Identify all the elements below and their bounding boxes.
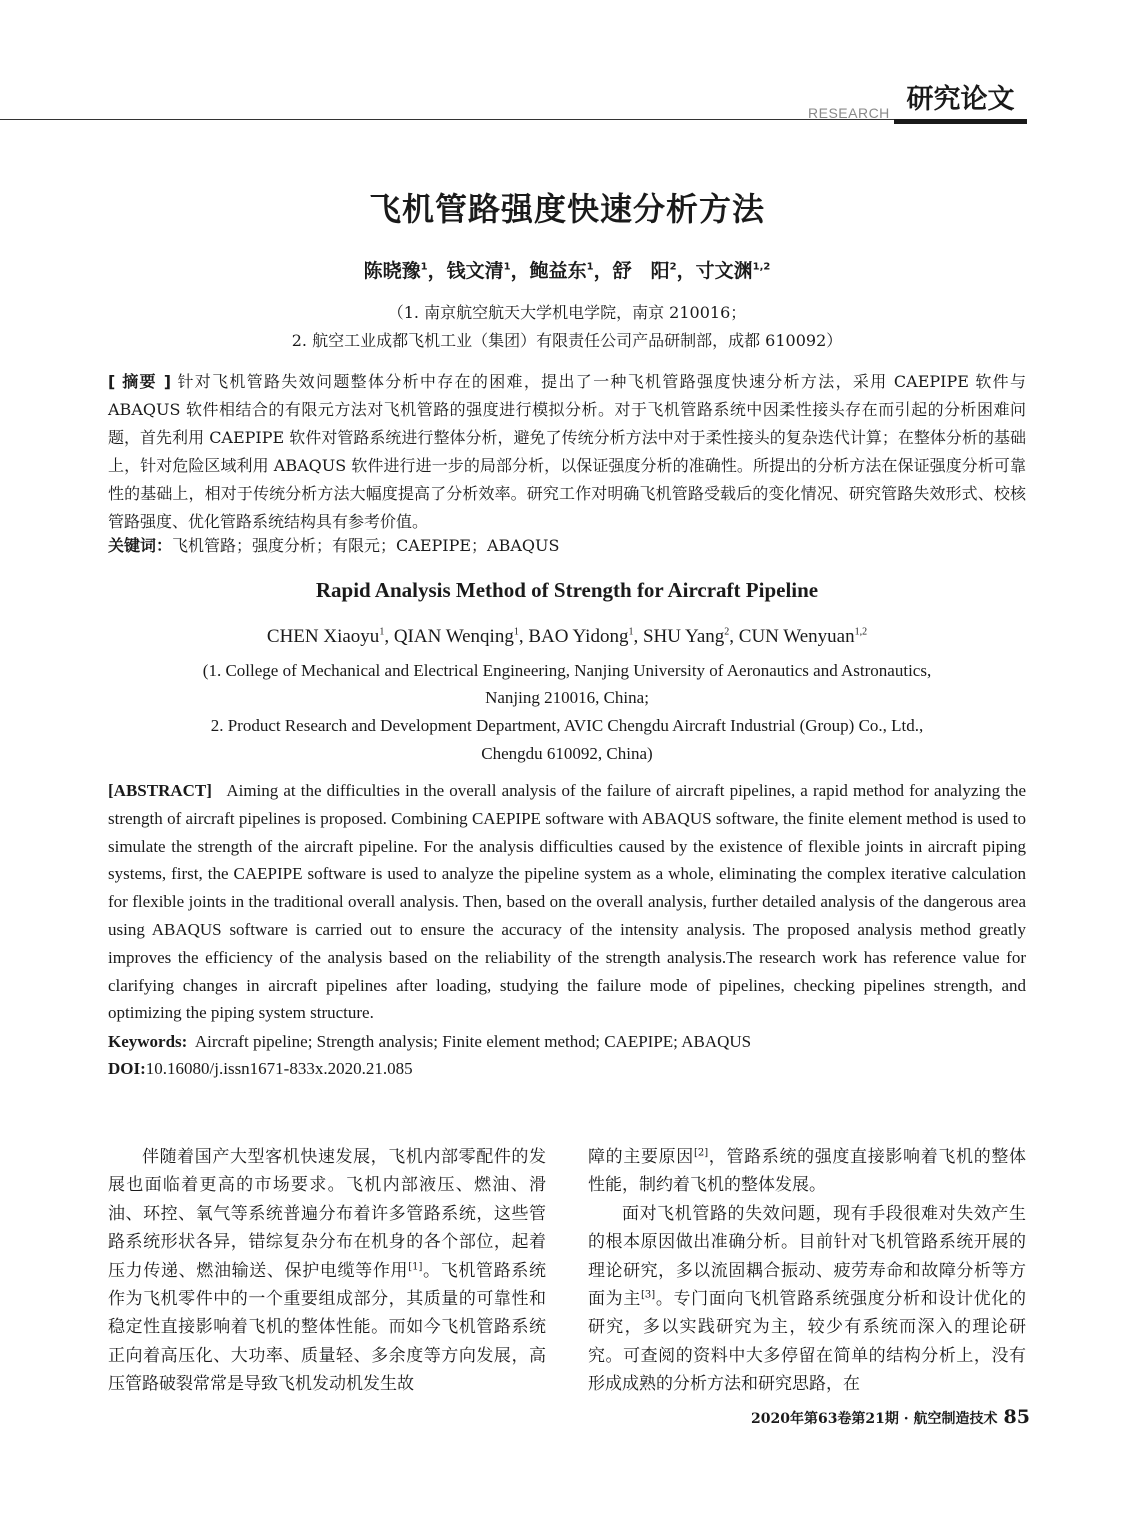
abstract-label-cn: [ 摘要 ] (108, 372, 172, 391)
keywords-label-cn: 关键词： (108, 536, 173, 555)
body-paragraph (108, 1143, 546, 1399)
author-name: 舒 阳 (612, 260, 670, 282)
journal-issue: 2020年第63卷第21期 · 航空制造技术 (750, 1411, 998, 1427)
abstract-text-en: Aiming at the difficulties in the overall analysis of the failure of aircraft pipelines, a rapid method for analyzing the strength of aircraft pipelines is proposed. Combining CAEPIPE software with ABAQUS software, the finite element method is used to simulate the strength of the aircraft pipeline. For the analysis difficulties caused by the existence of flexible joints in aircraft piping systems, first, the CAEPIPE software is used to analyze the pipeline system as a whole, eliminating the complex iterative calculation for flexible joints in the traditional overall analysis. Then, based on the overall analysis, further detailed analysis of the dangerous area using ABAQUS software is carried out to ensure the accuracy of the intensity analysis. The proposed analysis method greatly improves the efficiency of the analysis based on the reliability of the strength analysis.The research work has reference value for clarifying changes in aircraft pipelines after loading, studying the failure mode of pipelines, checking pipelines strength, and optimizing the piping system structure. (108, 781, 1027, 1023)
author-affiliation: 1 (586, 261, 594, 273)
doi (108, 1057, 1026, 1081)
body-text: 面对飞机管路的失效问题，现有手段很难对失效产生的根本原因做出准确分析。目前针对飞机管路系统开展的理论研究，多以流固耦合振动、疲劳寿命和故障分析等方面为主 (588, 1203, 1026, 1310)
body-column-right (588, 1143, 1026, 1399)
keywords-text-cn: 飞机管路；强度分析；有限元；CAEPIPE；ABAQUS (172, 536, 560, 555)
body-column-left (108, 1143, 546, 1399)
author-affiliation: 1 (420, 261, 428, 273)
paper-title-en: Rapid Analysis Method of Strength for Aircraft Pipeline (315, 578, 819, 602)
author-list-cn: 陈晓豫$^1$，钱文清$^1$，鲍益东$^1$，舒 阳$^2$，寸文渊$^{1,2}$ (363, 260, 771, 282)
citation-ref: [1] (408, 1260, 423, 1272)
section-label-cn: 研究论文 (894, 80, 1027, 124)
author-name: 钱文清 (446, 260, 504, 282)
author-name: 陈晓豫 (363, 260, 421, 282)
abstract-cn (108, 368, 1026, 536)
author-affiliation: 1 (513, 626, 519, 638)
keywords-en (108, 1030, 1026, 1054)
body-paragraph (588, 1143, 1026, 1200)
citation-ref: [2] (693, 1147, 709, 1159)
author-affiliation: 2 (669, 261, 677, 273)
keywords-text-en: Aircraft pipeline; Strength analysis; Finite element method; CAEPIPE; ABAQUS (194, 1032, 752, 1051)
affiliation-cn: 2. 航空工业成都飞机工业（集团）有限责任公司产品研制部，成都 610092） (291, 331, 843, 350)
author-list-en: CHEN Xiaoyu$^1$, QIAN Wenqing$^1$, BAO Yidong$^1$, SHU Yang$^2$, CUN Wenyuan$^{1,2}$ (266, 626, 868, 647)
body-text: 。专门面向飞机管路系统强度分析和设计优化的研究，多以实践研究为主，较少有系统而深入的理论研究。可查阅的资料中大多停留在简单的结构分析上，没有形成成熟的分析方法和研究思路，在 (588, 1289, 1027, 1395)
author-affiliation: 1,2 (752, 261, 771, 273)
abstract-label-en: [ABSTRACT] (108, 781, 212, 800)
body-text: 障的主要原因 (588, 1147, 694, 1167)
author-affiliation: 1,2 (854, 626, 868, 638)
body-text: ，管路系统的强度直接影响着飞机的整体性能，制约着飞机的整体发展。 (588, 1147, 1027, 1196)
abstract-text-cn: 针对飞机管路失效问题整体分析中存在的困难，提出了一种飞机管路强度快速分析方法，采用 CAEPIPE 软件与 ABAQUS 软件相结合的有限元方法对飞机管路的强度进行模拟分析。对于飞机管路系统中因柔性接头存在而引起的分析困难问题，首先利用 CAEPIPE 软件对管路系统进行整体分析，避免了传统分析方法中对于柔性接头的复杂迭代计算；在整体分析的基础上，针对危险区域利用 ABAQUS 软件进行进一步的局部分析，以保证强度分析的准确性。所提出的分析方法在保证强度分析可靠性的基础上，相对于传统分析方法大幅度提高了分析效率。研究工作对明确飞机管路受载后的变化情况、研究管路失效形式、校核管路强度、优化管路系统结构具有参考价值。 (108, 372, 1026, 531)
body-paragraph (588, 1200, 1026, 1399)
author-name: QIAN Wenqing (393, 626, 514, 647)
page-footer (720, 1406, 1030, 1428)
affiliation-en: 2. Product Research and Development Department, AVIC Chengdu Aircraft Industrial (Group) Co., Ltd., (210, 716, 924, 735)
affiliation-en: Nanjing 210016, China; (485, 688, 649, 707)
doi-value: 10.16080/j.issn1671-833x.2020.21.085 (145, 1059, 413, 1078)
author-affiliation: 1 (379, 626, 385, 638)
author-name: BAO Yidong (528, 626, 629, 647)
affiliation-cn: （1. 南京航空航天大学机电学院，南京 210016； (387, 303, 747, 322)
keywords-cn (108, 534, 1026, 558)
doi-label: DOI: (108, 1059, 146, 1078)
affiliation-en: Chengdu 610092, China) (481, 744, 653, 763)
body-text: 。飞机管路系统作为飞机零件中的一个重要组成部分，其质量的可靠性和稳定性直接影响着飞机的整体性能。而如今飞机管路系统正向着高压化、大功率、质量轻、多余度等方向发展，高压管路破裂常常是导致飞机发动机发生故 (108, 1260, 547, 1395)
author-name: CUN Wenyuan (738, 626, 855, 647)
abstract-en (108, 777, 1026, 1027)
body-text: 伴随着国产大型客机快速发展，飞机内部零配件的发展也面临着更高的市场要求。飞机内部液压、燃油、滑油、环控、氧气等系统普遍分布着许多管路系统，这些管路系统形状各异，错综复杂分布在机身的各个部位，起着压力传递、燃油输送、保护电缆等作用 (108, 1147, 546, 1281)
page-number: 85 (1003, 1406, 1030, 1428)
author-name: SHU Yang (642, 626, 725, 647)
author-affiliation: 2 (724, 626, 730, 638)
author-name: 鲍益东 (529, 260, 587, 282)
author-name: 寸文渊 (695, 260, 753, 282)
author-name: CHEN Xiaoyu (266, 626, 380, 647)
affiliation-en: (1. College of Mechanical and Electrical Engineering, Nanjing University of Aeronautics and Astronautics, (202, 661, 932, 680)
author-affiliation: 1 (628, 626, 634, 638)
author-affiliation: 1 (503, 261, 511, 273)
keywords-label-en: Keywords: (108, 1032, 188, 1051)
citation-ref: [3] (640, 1289, 656, 1301)
paper-title-cn: 飞机管路强度快速分析方法 (368, 190, 765, 228)
section-label-en: RESEARCH (808, 105, 890, 121)
